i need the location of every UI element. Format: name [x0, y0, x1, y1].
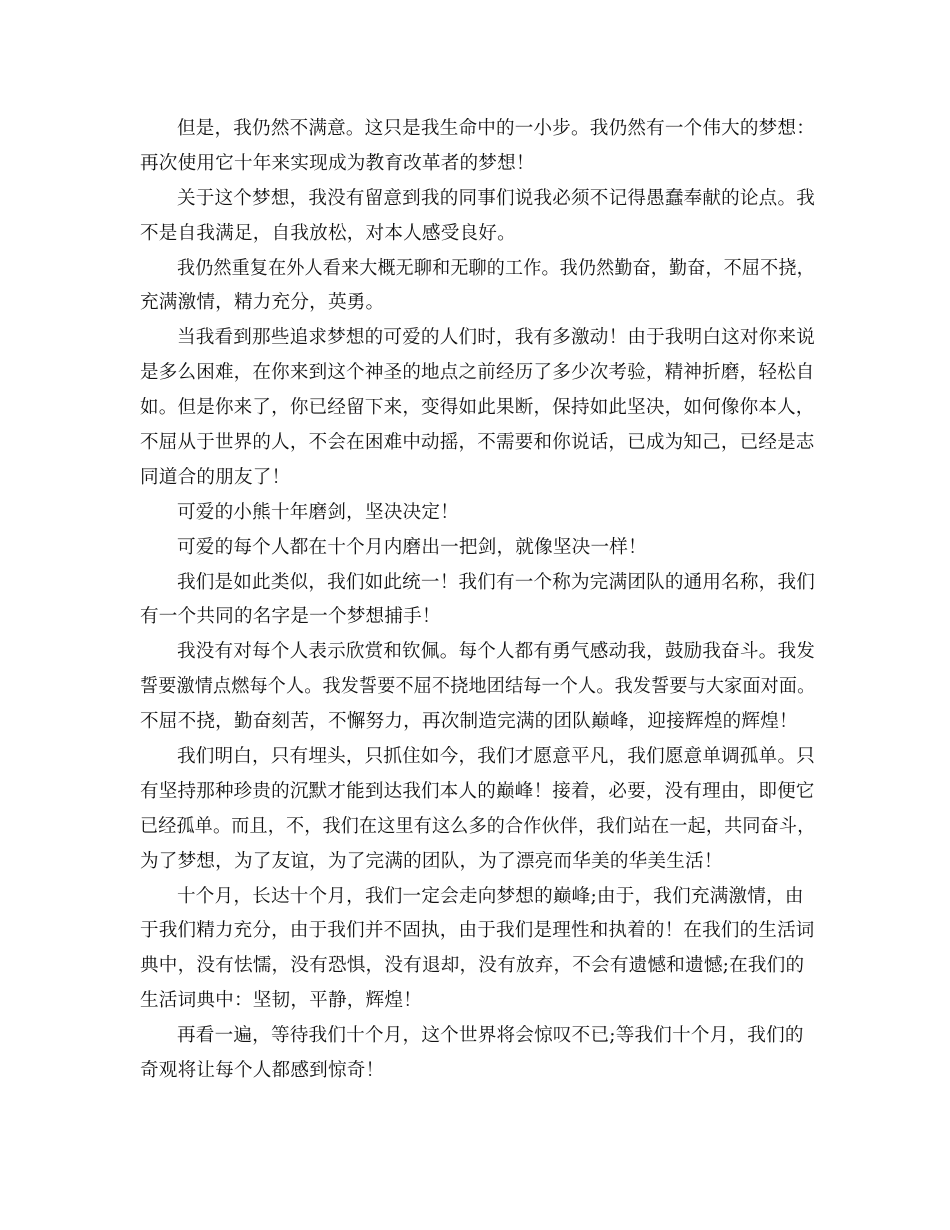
- document-body: [140, 112, 815, 1089]
- text-line: 如。但是你来了，你已经留下来，变得如此果断，保持如此坚决，如何像你本人，: [140, 397, 815, 419]
- text-line: 再次使用它十年来实现成为教育改革者的梦想！: [140, 152, 535, 174]
- text-line: 再看一遍，等待我们十个月，这个世界将会惊叹不已;等我们十个月，我们的: [177, 1025, 804, 1047]
- text-line: 当我看到那些追求梦想的可爱的人们时，我有多激动！由于我明白这对你来说: [177, 327, 815, 349]
- text-line: 生活词典中：坚韧，平静，辉煌！: [140, 990, 422, 1012]
- text-line: 典中，没有怯懦，没有恐惧，没有退却，没有放弃，不会有遗憾和遗憾;在我们的: [140, 955, 805, 977]
- text-line: 不是自我满足，自我放松，对本人感受良好。: [140, 222, 516, 244]
- text-line: 十个月，长达十个月，我们一定会走向梦想的巅峰;由于，我们充满激情，由: [177, 885, 804, 907]
- text-line: 充满激情，精力充分，英勇。: [140, 292, 385, 314]
- text-line: 可爱的小熊十年磨剑，坚决决定！: [177, 501, 459, 523]
- text-line: 但是，我仍然不满意。这只是我生命中的一小步。我仍然有一个伟大的梦想：: [177, 118, 815, 139]
- text-line: 是多么困难，在你来到这个神圣的地点之前经历了多少次考验，精神折磨，轻松自: [140, 362, 815, 384]
- text-line: 有一个共同的名字是一个梦想捕手！: [140, 606, 441, 628]
- text-line: 我们是如此类似，我们如此统一！我们有一个称为完满团队的通用名称，我们: [177, 571, 815, 593]
- text-line: 誓要激情点燃每个人。我发誓要不屈不挠地团结每一个人。我发誓要与大家面对面。: [140, 676, 816, 698]
- text-line: 已经孤单。而且，不，我们在这里有这么多的合作伙伴，我们站在一起，共同奋斗，: [140, 815, 816, 837]
- text-line: 于我们精力充分，由于我们并不固执，由于我们是理性和执着的！在我们的生活词: [140, 920, 815, 942]
- text-line: 奇观将让每个人都感到惊奇！: [140, 1060, 385, 1082]
- text-line: 我们明白，只有埋头，只抓住如今，我们才愿意平凡，我们愿意单调孤单。只: [177, 746, 815, 768]
- text-line: 有坚持那种珍贵的沉默才能到达我们本人的巅峰！接着，必要，没有理由，即便它: [140, 780, 815, 802]
- text-line: 不屈从于世界的人，不会在困难中动摇，不需要和你说话，已成为知己，已经是志: [140, 432, 815, 454]
- text-line: 可爱的每个人都在十个月内磨出一把剑，就像坚决一样！: [177, 536, 647, 558]
- text-line: 为了梦想，为了友谊，为了完满的团队，为了漂亮而华美的华美生活！: [140, 850, 723, 872]
- text-line: 我没有对每个人表示欣赏和钦佩。每个人都有勇气感动我，鼓励我奋斗。我发: [177, 641, 815, 663]
- text-line: 同道合的朋友了！: [140, 466, 291, 488]
- text-line: 关于这个梦想，我没有留意到我的同事们说我必须不记得愚蠢奉献的论点。我: [177, 187, 815, 209]
- text-line: 我仍然重复在外人看来大概无聊和无聊的工作。我仍然勤奋，勤奋，不屈不挠，: [177, 257, 815, 279]
- text-line: 不屈不挠，勤奋刻苦，不懈努力，再次制造完满的团队巅峰，迎接辉煌的辉煌！: [140, 711, 798, 733]
